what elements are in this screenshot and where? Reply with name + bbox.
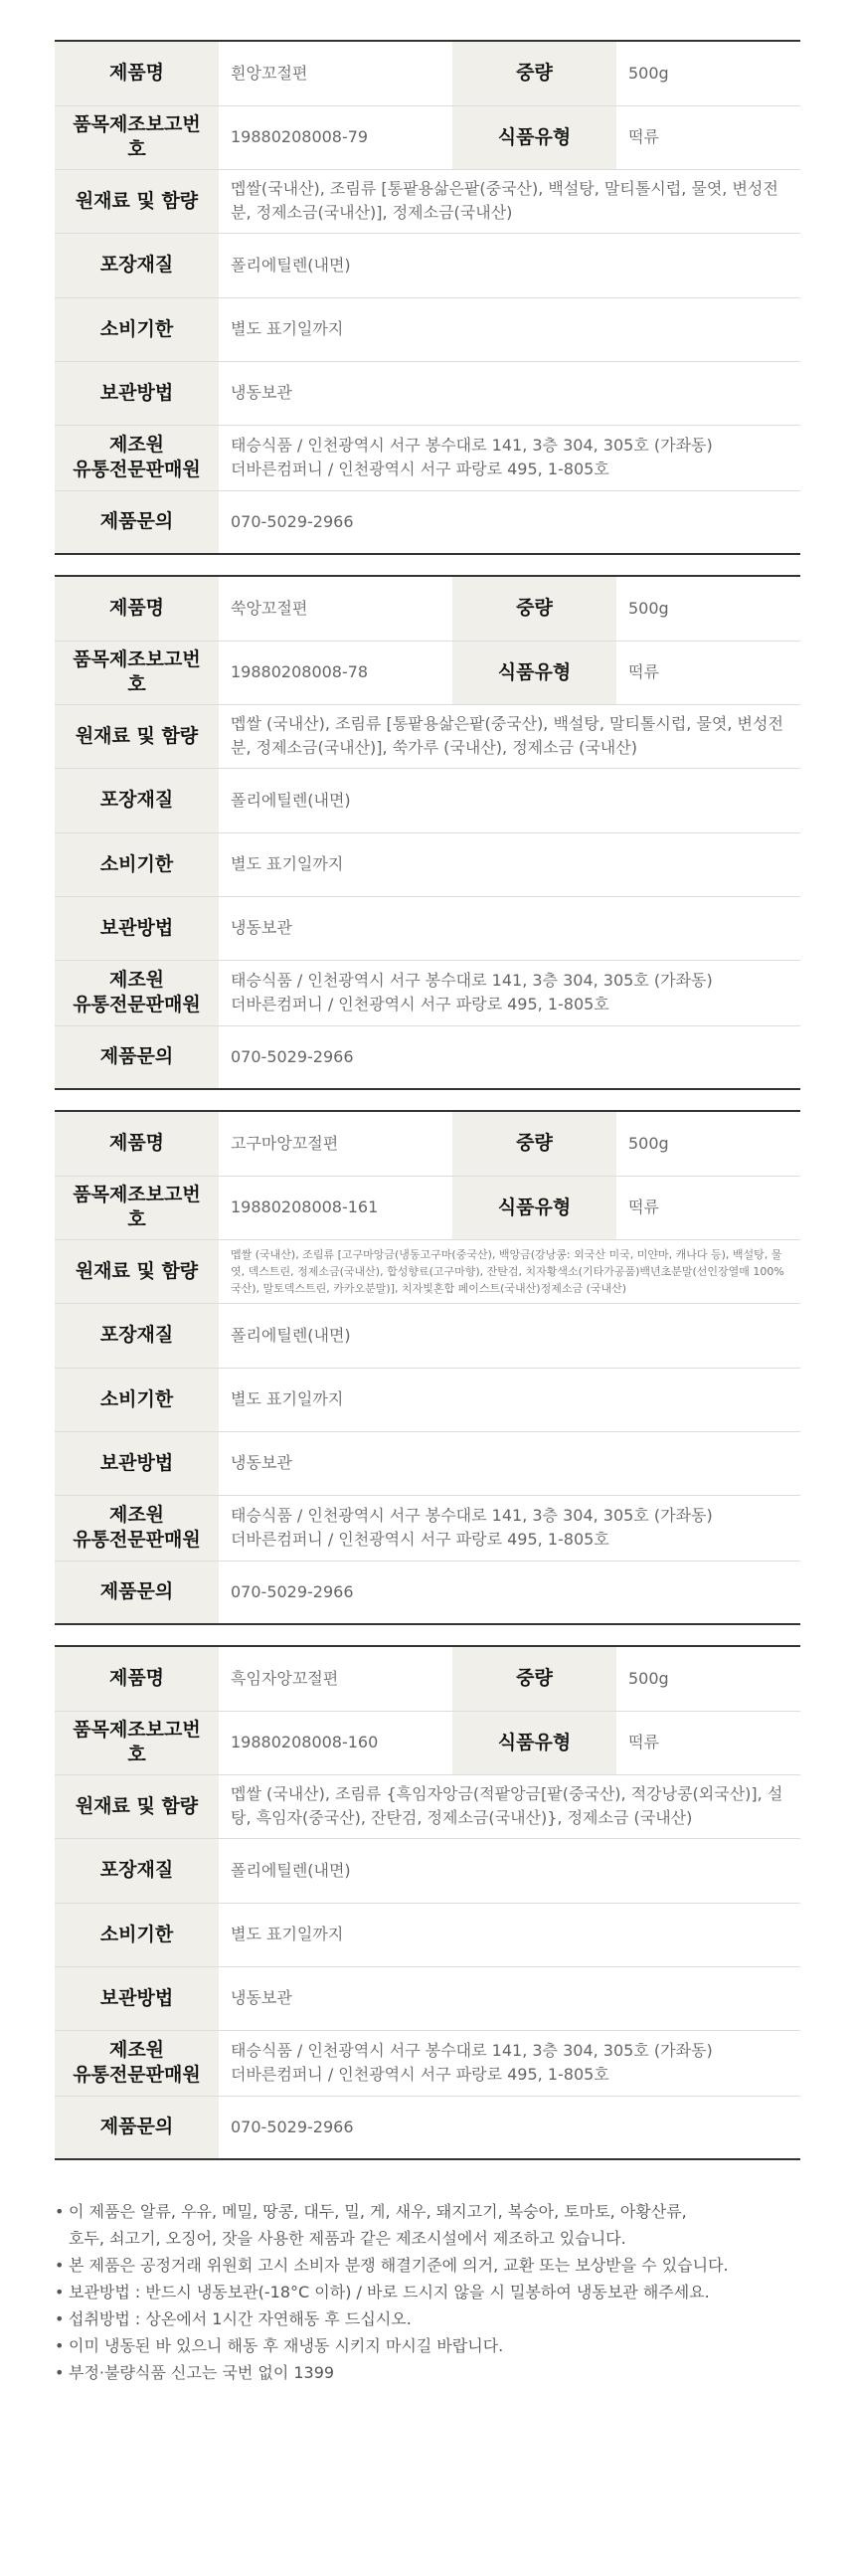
row-packaging [55,768,800,832]
label-food-type: 식품유형 [452,641,616,704]
value-ingredients: 멥쌀 (국내산), 조림류 [고구마앙금(냉동고구마(중국산), 백앙금(강낭콩: 외국산 미국, 미얀마, 캐나다 등), 백설탕, 물엿, 덱스트린, 정제소금(국내산), 합성향료(고구마향), 잔탄검, 치자황색소(기타가공품)백년초분말(선인장열매 100% 국산), 말토덱스트린, 카카오분말)], 치자빛혼합 페이스트(국내산)정제소금 (국내산) [219,1239,800,1303]
row-inquiry [55,490,800,554]
value-weight: 500g [616,1111,800,1176]
label-food-type: 식품유형 [452,1711,616,1774]
row-expiry [55,1368,800,1431]
notice-list [55,2198,810,2386]
label-manufacturer [55,960,219,1025]
label-expiry: 소비기한 [55,1903,219,1966]
row-ingredients [55,169,800,233]
notice-text: 보관방법 : 반드시 냉동보관(-18°C 이하) / 바로 드시지 않을 시 밀봉하여 냉동보관 해주세요. [69,2283,710,2301]
row-report-type [55,1176,800,1239]
label-distributor-line2: 유통전문판매원 [73,459,201,480]
value-report-number: 19880208008-160 [219,1711,452,1774]
row-ingredients [55,1239,800,1303]
notice-text: 부정·불량식품 신고는 국번 없이 1399 [69,2363,335,2382]
distributor-address: 더바른컴퍼니 / 인천광역시 서구 파랑로 495, 1-805호 [231,2065,609,2084]
value-expiry: 별도 표기일까지 [219,1903,800,1966]
row-name-weight [55,41,800,105]
row-expiry [55,1903,800,1966]
label-storage: 보관방법 [55,1431,219,1495]
row-manufacturer [55,960,800,1025]
notice-text: 이미 냉동된 바 있으니 해동 후 재냉동 시키지 마시길 바랍니다. [69,2336,504,2355]
label-inquiry: 제품문의 [55,2096,219,2159]
row-ingredients [55,1774,800,1838]
label-expiry: 소비기한 [55,832,219,896]
label-packaging: 포장재질 [55,1838,219,1903]
label-storage: 보관방법 [55,896,219,960]
label-manufacturer-line1: 제조원 [108,969,165,991]
value-storage: 냉동보관 [219,361,800,425]
product-spec-table [55,1645,800,2160]
row-name-weight [55,1646,800,1711]
label-weight: 중량 [452,1646,616,1711]
value-manufacturer [219,960,800,1025]
value-product-name: 고구마앙꼬절편 [219,1111,452,1176]
label-product-name: 제품명 [55,1646,219,1711]
label-manufacturer-line1: 제조원 [108,434,165,456]
label-product-name: 제품명 [55,41,219,105]
value-manufacturer [219,1495,800,1561]
manufacturer-address: 태승식품 / 인천광역시 서구 봉수대로 141, 3층 304, 305호 (가좌동) [231,436,713,455]
value-report-number: 19880208008-79 [219,105,452,169]
row-packaging [55,1838,800,1903]
label-packaging: 포장재질 [55,1303,219,1368]
row-ingredients [55,704,800,768]
product-spec-table [55,40,800,555]
row-report-type [55,1711,800,1774]
value-inquiry-phone: 070-5029-2966 [231,511,354,531]
label-weight: 중량 [452,576,616,641]
bullet-icon: • [55,2336,65,2355]
value-storage: 냉동보관 [219,1966,800,2030]
row-manufacturer [55,425,800,490]
notice-item [55,2359,810,2386]
row-expiry [55,297,800,361]
label-product-name: 제품명 [55,576,219,641]
value-food-type: 떡류 [616,105,800,169]
value-product-name: 쑥앙꼬절편 [219,576,452,641]
label-expiry: 소비기한 [55,297,219,361]
value-inquiry-phone: 070-5029-2966 [231,2116,354,2136]
label-food-type: 식품유형 [452,1176,616,1239]
label-weight: 중량 [452,41,616,105]
notice-item [55,2305,810,2332]
bullet-icon: • [55,2283,65,2301]
value-food-type: 떡류 [616,1176,800,1239]
row-storage [55,361,800,425]
label-ingredients: 원재료 및 함량 [55,169,219,233]
label-manufacturer [55,425,219,490]
notice-text: 섭취방법 : 상온에서 1시간 자연해동 후 드십시오. [69,2309,412,2328]
label-manufacturer-line1: 제조원 [108,2039,165,2061]
row-name-weight [55,1111,800,1176]
label-manufacturer-line1: 제조원 [108,1504,165,1526]
label-distributor-line2: 유통전문판매원 [73,1529,201,1551]
row-expiry [55,832,800,896]
value-manufacturer [219,425,800,490]
bullet-icon: • [55,2202,65,2221]
notice-item [55,2279,810,2305]
label-food-type: 식품유형 [452,105,616,169]
notice-item [55,2198,810,2225]
manufacturer-address: 태승식품 / 인천광역시 서구 봉수대로 141, 3층 304, 305호 (가좌동) [231,971,713,990]
value-food-type: 떡류 [616,641,800,704]
row-manufacturer [55,2030,800,2096]
value-expiry: 별도 표기일까지 [219,832,800,896]
value-ingredients: 멥쌀 (국내산), 조림류 [통팥용삶은팥(중국산), 백설탕, 말티톨시럽, 물엿, 변성전분, 정제소금(국내산)], 쑥가루 (국내산), 정제소금 (국내산) [219,704,800,768]
label-manufacturer [55,1495,219,1561]
value-storage: 냉동보관 [219,1431,800,1495]
notice-item [55,2332,810,2359]
label-ingredients: 원재료 및 함량 [55,704,219,768]
value-ingredients: 멥쌀(국내산), 조림류 [통팥용삶은팥(중국산), 백설탕, 말티톨시럽, 물엿, 변성전분, 정제소금(국내산)], 정제소금(국내산) [219,169,800,233]
label-inquiry: 제품문의 [55,1025,219,1089]
value-inquiry-phone: 070-5029-2966 [231,1046,354,1066]
value-packaging: 폴리에틸렌(내면) [219,233,800,297]
value-weight: 500g [616,41,800,105]
label-product-name: 제품명 [55,1111,219,1176]
label-storage: 보관방법 [55,1966,219,2030]
value-packaging: 폴리에틸렌(내면) [219,1303,800,1368]
label-inquiry: 제품문의 [55,1561,219,1624]
value-food-type: 떡류 [616,1711,800,1774]
value-manufacturer [219,2030,800,2096]
manufacturer-address: 태승식품 / 인천광역시 서구 봉수대로 141, 3층 304, 305호 (가좌동) [231,1506,713,1525]
distributor-address: 더바른컴퍼니 / 인천광역시 서구 파랑로 495, 1-805호 [231,1530,609,1549]
label-packaging: 포장재질 [55,768,219,832]
notice-text: 호두, 쇠고기, 오징어, 잣을 사용한 제품과 같은 제조시설에서 제조하고 있습니다. [69,2229,626,2248]
row-inquiry [55,1025,800,1089]
label-ingredients: 원재료 및 함량 [55,1239,219,1303]
row-inquiry [55,2096,800,2159]
value-weight: 500g [616,1646,800,1711]
value-inquiry-phone: 070-5029-2966 [231,1581,354,1601]
label-expiry: 소비기한 [55,1368,219,1431]
row-report-type [55,105,800,169]
label-distributor-line2: 유통전문판매원 [73,994,201,1015]
row-inquiry [55,1561,800,1624]
value-weight: 500g [616,576,800,641]
row-packaging [55,1303,800,1368]
value-ingredients: 멥쌀 (국내산), 조림류 {흑임자앙금(적팥앙금[팥(중국산), 적강낭콩(외국산)], 설탕, 흑임자(중국산), 잔탄검, 정제소금(국내산)}, 정제소금 (국내산) [219,1774,800,1838]
label-report-number: 품목제조보고번호 [55,1711,219,1774]
bullet-icon: • [55,2363,65,2382]
manufacturer-address: 태승식품 / 인천광역시 서구 봉수대로 141, 3층 304, 305호 (가좌동) [231,2041,713,2060]
row-manufacturer [55,1495,800,1561]
value-product-name: 흑임자앙꼬절편 [219,1646,452,1711]
product-spec-table [55,575,800,1090]
label-report-number: 품목제조보고번호 [55,1176,219,1239]
label-ingredients: 원재료 및 함량 [55,1774,219,1838]
value-expiry: 별도 표기일까지 [219,297,800,361]
bullet-icon: • [55,2256,65,2275]
label-weight: 중량 [452,1111,616,1176]
row-packaging [55,233,800,297]
value-product-name: 흰앙꼬절편 [219,41,452,105]
value-storage: 냉동보관 [219,896,800,960]
value-packaging: 폴리에틸렌(내면) [219,768,800,832]
label-storage: 보관방법 [55,361,219,425]
row-storage [55,1431,800,1495]
value-report-number: 19880208008-161 [219,1176,452,1239]
notice-text: 이 제품은 알류, 우유, 메밀, 땅콩, 대두, 밀, 게, 새우, 돼지고기, 복숭아, 토마토, 아황산류, [69,2202,687,2221]
label-distributor-line2: 유통전문판매원 [73,2064,201,2086]
distributor-address: 더바른컴퍼니 / 인천광역시 서구 파랑로 495, 1-805호 [231,995,609,1013]
row-storage [55,896,800,960]
label-packaging: 포장재질 [55,233,219,297]
row-report-type [55,641,800,704]
distributor-address: 더바른컴퍼니 / 인천광역시 서구 파랑로 495, 1-805호 [231,460,609,478]
value-packaging: 폴리에틸렌(내면) [219,1838,800,1903]
value-expiry: 별도 표기일까지 [219,1368,800,1431]
bullet-icon: • [55,2309,65,2328]
notice-item-continuation [55,2225,810,2252]
row-storage [55,1966,800,2030]
row-name-weight [55,576,800,641]
label-report-number: 품목제조보고번호 [55,641,219,704]
notice-text: 본 제품은 공정거래 위원회 고시 소비자 분쟁 해결기준에 의거, 교환 또는 보상받을 수 있습니다. [69,2256,729,2275]
label-manufacturer [55,2030,219,2096]
product-spec-table [55,1110,800,1625]
notice-item [55,2252,810,2279]
value-report-number: 19880208008-78 [219,641,452,704]
label-report-number: 품목제조보고번호 [55,105,219,169]
label-inquiry: 제품문의 [55,490,219,554]
